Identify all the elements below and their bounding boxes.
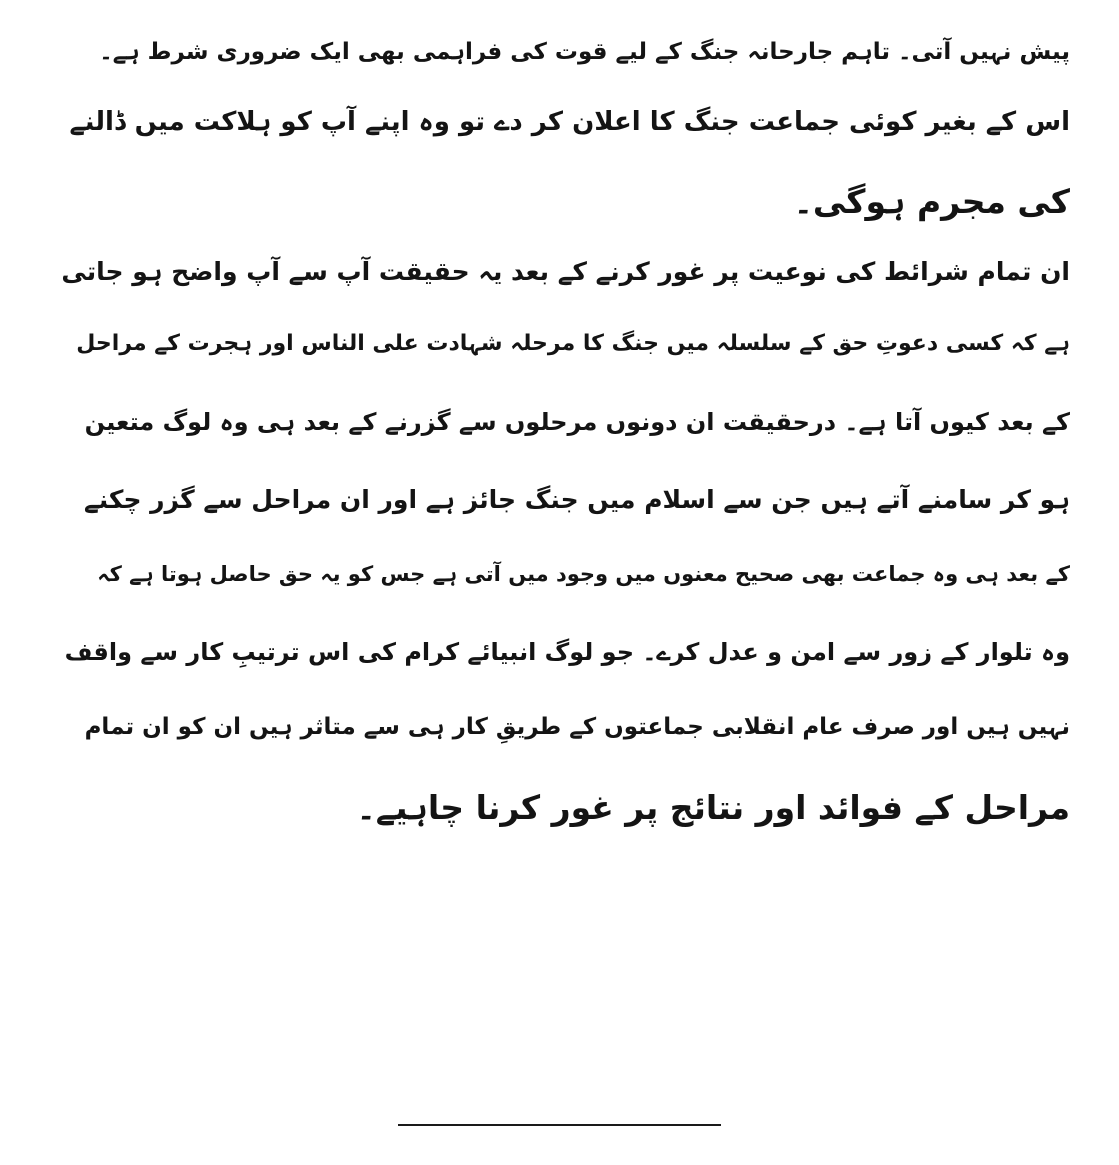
- text-line: کے بعد ہی وہ جماعت بھی صحیح معنوں میں وجود میں آتی ہے جس کو یہ حق حاصل ہوتا ہے کہ: [97, 562, 1070, 586]
- text-line: مراحل کے فوائد اور نتائج پر غور کرنا چاہیے۔: [356, 788, 1070, 827]
- text-line: وہ تلوار کے زور سے امن و عدل کرے۔ جو لوگ انبیائے کرام کی اس ترتیبِ کار سے واقف: [64, 638, 1070, 666]
- text-line: ہے کہ کسی دعوتِ حق کے سلسلہ میں جنگ کا مرحلہ شہادت علی الناس اور ہجرت کے مراحل: [76, 331, 1070, 356]
- text-line: اس کے بغیر کوئی جماعت جنگ کا اعلان کر دے تو وہ اپنے آپ کو ہلاکت میں ڈالنے: [69, 107, 1070, 137]
- text-line: کی مجرم ہوگی۔: [793, 182, 1070, 221]
- text-line: نہیں ہیں اور صرف عام انقلابی جماعتوں کے طریقِ کار ہی سے متاثر ہیں ان کو ان تمام: [84, 714, 1070, 740]
- text-line: ہو کر سامنے آتے ہیں جن سے اسلام میں جنگ جائز ہے اور ان مراحل سے گزر چکنے: [84, 485, 1070, 514]
- text-line: کے بعد کیوں آتا ہے۔ درحقیقت ان دونوں مرحلوں سے گزرنے کے بعد ہی وہ لوگ متعین: [84, 408, 1070, 436]
- text-line: پیش نہیں آتی۔ تاہم جارحانہ جنگ کے لیے قوت کی فراہمی بھی ایک ضروری شرط ہے۔: [99, 39, 1070, 65]
- section-divider: [398, 1124, 721, 1126]
- text-line: ان تمام شرائط کی نوعیت پر غور کرنے کے بعد یہ حقیقت آپ سے آپ واضح ہو جاتی: [61, 257, 1070, 286]
